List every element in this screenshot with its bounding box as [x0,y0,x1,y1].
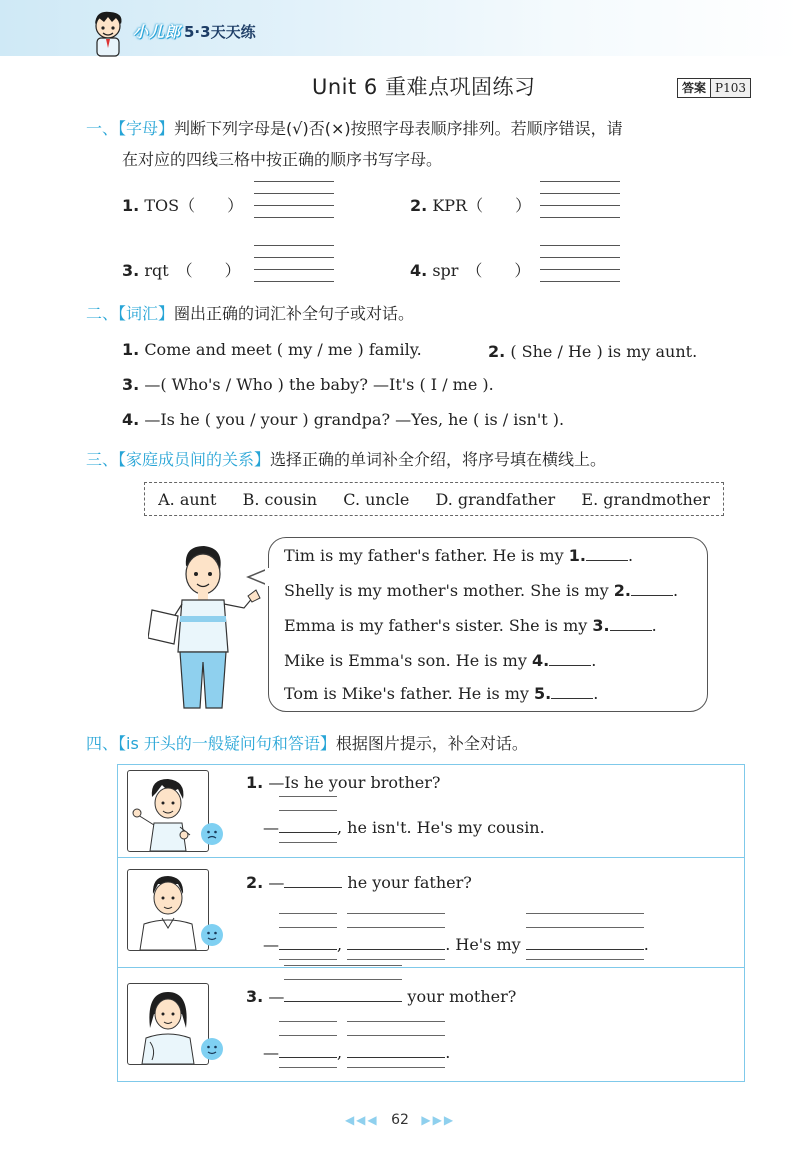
item-text: —Is he ( you / your ) grandpa? —Yes, he ( is / isn't ). [144,410,565,429]
four-line-grid[interactable] [540,181,620,221]
item-text: TOS（ ） [144,196,244,215]
section-1-heading [86,116,623,139]
answer-blank[interactable] [631,581,673,596]
item-number: 1. [122,340,140,359]
smile-icon [200,1037,224,1061]
row-divider [118,967,744,968]
answer-1-line: — , he isn't. He's my cousin. [263,818,545,837]
item-text: —( Who's / Who ) the baby? —It's ( I / me ). [144,375,494,394]
section-3-heading [86,447,606,470]
word-options-box [144,482,724,516]
item-number: 3. [122,375,140,394]
item-text: rqt （ ） [144,261,241,280]
four-line-grid[interactable] [254,181,334,221]
option-c: C. uncle [343,489,410,509]
item-number: 3. [122,261,140,280]
left-arrows-icon: ◀◀◀ [344,1113,379,1127]
vocab-item-2 [488,342,697,361]
answer-label: 答案 [678,79,711,97]
page-number: 62 [391,1112,409,1128]
letter-item-2 [410,193,531,216]
answer-blank[interactable] [526,935,644,950]
answer-blank[interactable] [347,935,445,950]
question-3-line: 3. — your mother? [246,987,516,1006]
answer-blank[interactable] [551,684,593,699]
question-2-line: 2. — he your father? [246,873,472,892]
section-1-instruction-cont: 在对应的四线三格中按正确的顺序书写字母。 [122,150,443,169]
page-footer [0,1112,800,1128]
option-e: E. grandmother [581,489,710,509]
answer-blank[interactable] [610,616,652,631]
section-4-instruction: 根据图片提示，补全对话。 [335,734,528,753]
section-1-tag: 【字母】 [118,119,175,138]
vocab-item-4 [122,410,564,429]
item-text: spr （ ） [432,261,531,280]
man-father-picture [127,869,209,951]
section-4-tag: 【is 开头的一般疑问句和答语】 [118,734,336,753]
answer-2-line: — , . He's my . [263,935,649,954]
answer-blank[interactable] [284,873,342,888]
section-2-number: 二、 [86,304,119,323]
woman-mother-picture [127,983,209,1065]
option-b: B. cousin [242,489,318,509]
section-4-number: 四、 [86,734,119,753]
item-text: Come and meet ( my / me ) family. [144,340,422,359]
section-3-tag: 【家庭成员间的关系】 [118,450,271,469]
vocab-item-3 [122,375,494,394]
item-number: 4. [410,261,428,280]
item-text: KPR（ ） [432,196,532,215]
answer-blank[interactable] [284,987,402,1002]
dialogue-grid [117,764,745,1082]
series-name: 5·3天天练 [184,23,256,41]
item-number: 2. [410,196,428,215]
section-2-heading [86,301,414,324]
answer-blank[interactable] [279,818,337,833]
brand-name: 小儿郎 [133,23,182,41]
section-4-heading [86,731,528,754]
option-a: A. aunt [158,489,217,509]
answer-blank[interactable] [586,546,628,561]
question-1-line: 1. —Is he your brother? [246,773,441,792]
vocab-item-1 [122,340,422,359]
right-arrows-icon: ▶▶▶ [421,1113,456,1127]
answer-3-line: — , . [263,1043,450,1062]
answer-blank[interactable] [347,1043,445,1058]
answer-blank[interactable] [549,651,591,666]
row-divider [118,857,744,858]
answer-page: P103 [711,79,750,97]
bubble-joint [265,568,271,586]
section-2-instruction: 圈出正确的词汇补全句子或对话。 [174,304,415,323]
four-line-grid[interactable] [254,245,334,285]
letter-item-4 [410,258,530,281]
intro-line-4: Mike is Emma's son. He is my 4. . [284,651,597,670]
item-number: 2. [488,342,506,361]
smile-icon [200,822,224,846]
answer-blank[interactable] [279,1043,337,1058]
section-3-number: 三、 [86,450,119,469]
section-1-instruction: 判断下列字母是(√)否(×)按照字母表顺序排列。若顺序错误，请 [174,119,623,138]
letter-item-1 [122,193,243,216]
item-number: 1. [122,196,140,215]
section-1-number: 一、 [86,119,119,138]
mascot-logo-icon [86,8,130,60]
intro-line-5: Tom is Mike's father. He is my 5. . [284,684,599,703]
item-number: 4. [122,410,140,429]
answer-blank[interactable] [279,935,337,950]
intro-line-3: Emma is my father's sister. She is my 3. . [284,616,657,635]
page-title: Unit 6 重难点巩固练习 [312,75,536,99]
answer-reference [677,78,751,98]
section-2-tag: 【词汇】 [118,304,175,323]
item-text: ( She / He ) is my aunt. [510,342,698,361]
boy-cousin-picture [127,770,209,852]
four-line-grid[interactable] [540,245,620,285]
intro-line-2: Shelly is my mother's mother. She is my 2. . [284,581,679,600]
option-d: D. grandfather [435,489,556,509]
letter-item-3 [122,258,241,281]
intro-line-1: Tim is my father's father. He is my 1. . [284,546,634,565]
smile-icon [200,923,224,947]
section-3-instruction: 选择正确的单词补全介绍，将序号填在横线上。 [270,450,607,469]
